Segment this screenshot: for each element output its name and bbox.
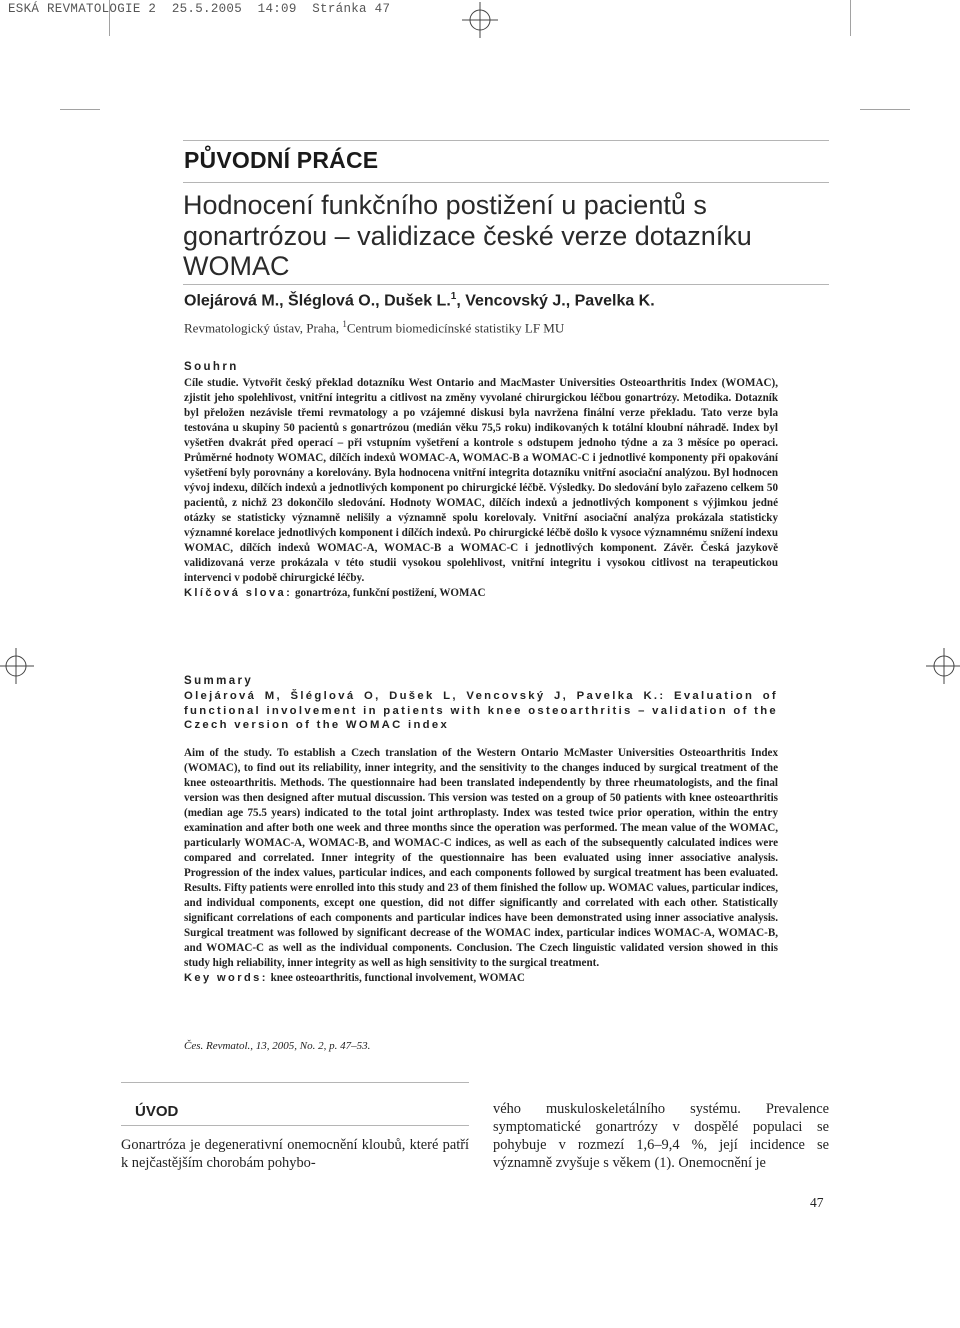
english-keywords-label: Key words: — [184, 972, 268, 984]
header-bottom-rule — [183, 284, 829, 285]
registration-mark-top — [462, 2, 498, 38]
section-label: PŮVODNÍ PRÁCE — [184, 147, 379, 173]
affiliation-superscript: 1 — [342, 319, 347, 329]
crop-mark-top-right — [850, 0, 960, 110]
header-middle-rule — [183, 182, 829, 183]
czech-keywords-text: gonartróza, funkční postižení, WOMAC — [292, 587, 486, 599]
english-keywords — [184, 971, 778, 986]
affiliation-part-2: Centrum biomedicínské statistiky LF MU — [346, 320, 565, 336]
english-abstract-text: Aim of the study. To establish a Czech translation of the Western Ontario McMaster Universities Osteoarthritis Index (WOMAC), to find out its reliability, inner integrity, and the sensitivity to the changes induced by surgical treatment of the knee osteoarthritis. Methods. The questionnaire had been translated independently by three rheumatologists, and the final version was then designed after mutual discussion. This version was tested on a group of 50 patients with knee osteoarthritis (median age 75.5 years) indicated to the total joint arthroplasty. Index was tested twice prior operation, within the entry examination and after both one week and three months since the operation was performed. The mean value of the WOMAC, particularly WOMAC-A, WOMAC-B, and WOMAC-C indices, as well as each of the subsequently calculated indices were compared and correlated. Inner integrity of the questionnaire has been evaluated using inner associative analysis. Progression of the index values, particular indices, and each components followed by surgical treatment has been evaluated. Results. Fifty patients were enrolled into this study and 23 of them finished the follow up. WOMAC values, particular indices, and individual components, except one question, did not differ significantly and correlated with each other. Statistically significant correlations of each components and particular indices have been demonstrated using inner associative analysis. Surgical treatment was followed by significant decrease of the WOMAC index, particular indices WOMAC-A, WOMAC-B, and WOMAC-C as well as the individual components. Conclusion. The Czech linguistic validated version showed in this study high reliability, inner integrity as well as high sensitivity to the surgical treatment. — [184, 747, 778, 969]
czech-keywords — [184, 586, 778, 601]
affiliation — [184, 319, 564, 336]
summary-label: Summary — [184, 675, 254, 687]
authors-part-1: Olejárová M., Šléglová O., Dušek L. — [184, 292, 451, 310]
uvod-heading-rule — [121, 1125, 469, 1126]
uvod-heading: ÚVOD — [135, 1103, 179, 1120]
english-keywords-text: knee osteoarthritis, functional involvement, WOMAC — [267, 972, 525, 984]
author-list — [184, 291, 655, 310]
authors-superscript: 1 — [450, 291, 457, 302]
intro-text-left: Gonartróza je degenerativní onemocnění kloubů, které patří k nejčastějším chorobám pohybo- — [121, 1137, 469, 1171]
header-top-rule — [183, 140, 829, 141]
summary-heading: Olejárová M, Šléglová O, Dušek L, Vencovský J, Pavelka K.: Evaluation of functional involvement in patients with knee osteoarthritis – validation of the Czech version of the WOMAC index — [184, 690, 778, 731]
english-abstract — [184, 746, 778, 986]
article-title: Hodnocení funkčního postižení u pacientů s gonartrózou – validizace české verze dotazníku WOMAC — [183, 190, 752, 281]
crop-mark-top-left — [0, 0, 110, 110]
czech-abstract-text: Cíle studie. Vytvořit český překlad dotazníku West Ontario and MacMaster Universities Osteoarthritis Index (WOMAC), zjistit jeho spolehlivost, vnitřní integritu a citlivost na změny vyvolané chirurgickou léčbou gonartrózy. Metodika. Dotazník byl přeložen nezávisle třemi revmatology a po vzájemné diskusi byla navržena finální verze překladu. Tato verze byla testována u skupiny 50 pacientů s gonartrózou (medián věku 75,5 roku) indikovaných k totální kloubní náhradě. Index byl vyšetřen dvakrát před operací – při vstupním vyšetření a kontrole s odstupem jednoho týdne a za 3 měsíce po operaci. Průměrné hodnoty WOMAC, dílčích indexů WOMAC-A, WOMAC-B a WOMAC-C i jednotlivé komponenty při opakování vyšetření byly porovnány a korelovány. Byla hodnocena vnitřní integrita dotazníku vnitřní asociační analýzou. Byl hodnocen vývoj indexu, dílčích indexů a jednotlivých komponent po chirurgické léčbě. Výsledky. Do sledování bylo zařazeno celkem 50 pacientů, z nichž 23 dokončilo sledování. Hodnoty WOMAC, dílčích indexů a jednotlivých komponent s výjimkou jedné otázky se statisticky významně nelišily a významně spolu korelovaly. Vnitřní asociační analýza prokázala statisticky významné korelace jednotlivých komponent i dílčích indexů. Po chirurgické léčbě došlo k vysoce významnému snížení indexu WOMAC, dílčích indexů WOMAC-A, WOMAC-B a WOMAC-C i jednotlivých komponent. Závěr. Česká jazykově validizovaná verze prokázala v této studii vysokou spolehlivost, vnitřní integritu i vysokou citlivost na terapeutickou intervenci v podobě chirurgické léčby. — [184, 377, 778, 584]
journal-citation: Čes. Revmatol., 13, 2005, No. 2, p. 47–53. — [184, 1040, 371, 1052]
print-slug-line: ESKÁ REVMATOLOGIE 2 25.5.2005 14:09 Stránka 47 — [8, 2, 391, 16]
registration-mark-right — [926, 648, 960, 684]
uvod-top-rule-left — [121, 1082, 469, 1083]
registration-mark-left — [0, 648, 34, 684]
page-number: 47 — [810, 1195, 824, 1210]
affiliation-part-1: Revmatologický ústav, Praha, — [184, 320, 343, 336]
czech-keywords-label: Klíčová slova: — [184, 587, 293, 599]
souhrn-label: Souhrn — [184, 361, 239, 373]
authors-part-2: , Vencovský J., Pavelka K. — [456, 292, 655, 310]
intro-text-right: vého muskuloskeletálního systému. Prevalence symptomatické gonartrózy v dospělé populaci se pohybuje v rozmezí 1,6–9,4 %, její incidence se významně zvyšuje s věkem (1). Onemocnění je — [493, 1101, 829, 1171]
czech-abstract — [184, 376, 778, 601]
